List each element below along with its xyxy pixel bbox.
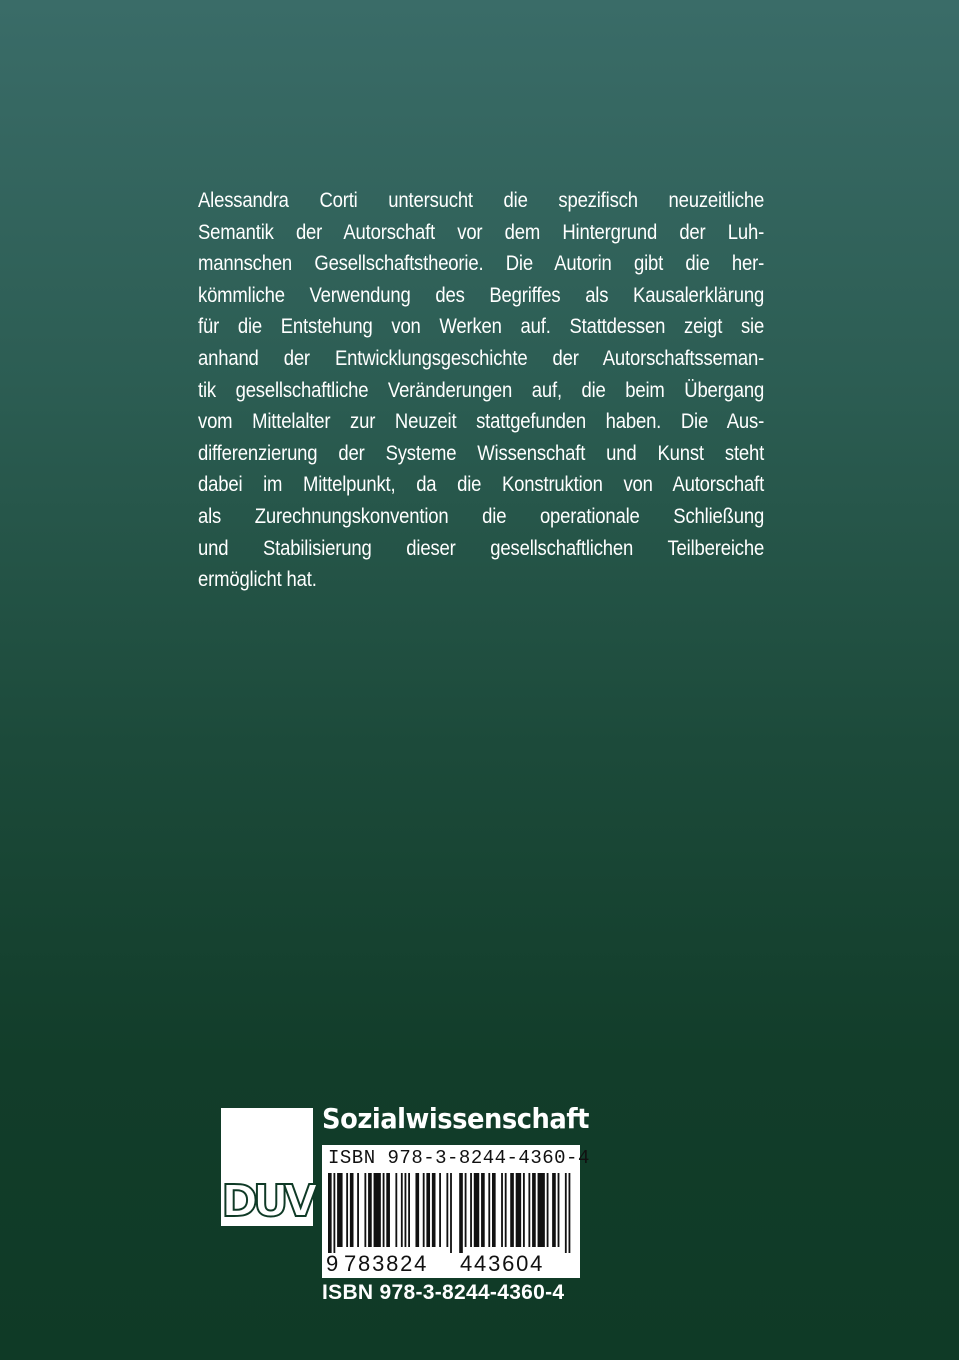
barcode-bar <box>558 1173 560 1247</box>
barcode-bar <box>532 1173 536 1247</box>
barcode-bar <box>357 1173 359 1247</box>
isbn-number: ISBN 978-3-8244-4360-4 <box>322 1281 565 1304</box>
barcode-bar <box>386 1173 390 1247</box>
barcode-bar <box>368 1173 372 1247</box>
blurb-line: kömmliche Verwendung des Begriffes als Kausalerklärung <box>198 282 765 307</box>
publisher-logo <box>218 1108 316 1228</box>
ean-left-group: 783824 <box>344 1251 429 1276</box>
blurb-line: und Stabilisierung dieser gesellschaftlichen Teilbereiche <box>198 535 765 560</box>
back-cover-blurb <box>198 185 764 596</box>
barcode-bar <box>395 1173 397 1247</box>
barcode-bar <box>465 1173 467 1247</box>
barcode-bar <box>552 1173 556 1247</box>
blurb-line: für die Entstehung von Werken auf. Stattdessen zeigt sie <box>198 314 765 339</box>
barcode-bar <box>510 1173 514 1247</box>
barcode-bars <box>328 1173 574 1253</box>
barcode-bar <box>401 1173 403 1247</box>
blurb-line: Semantik der Autorschaft vor dem Hintergrund der Luh- <box>198 219 765 244</box>
barcode-bar <box>364 1173 366 1247</box>
logo-text: DUV <box>221 1176 313 1227</box>
blurb-line: vom Mittelalter zur Neuzeit stattgefunden haben. Die Aus- <box>198 409 765 434</box>
blurb-line: als Zurechnungskonvention die operationale Schließung <box>198 503 765 528</box>
barcode-bar <box>337 1173 342 1247</box>
barcode-bar <box>415 1173 419 1247</box>
barcode-bar <box>328 1173 332 1253</box>
barcode-bar <box>439 1173 441 1247</box>
barcode-bar <box>383 1173 385 1247</box>
ean-first-digit: 9 <box>326 1251 339 1276</box>
barcode-bar <box>516 1173 521 1247</box>
barcode-bar <box>481 1173 485 1247</box>
barcode-bar <box>346 1173 348 1247</box>
barcode-bar <box>423 1173 425 1247</box>
blurb-line: dabei im Mittelpunkt, da die Konstruktion von Autorschaft <box>198 472 765 497</box>
barcode-bar <box>374 1173 381 1247</box>
barcode-bar <box>492 1173 496 1247</box>
barcode-bar <box>450 1173 452 1253</box>
barcode-bar <box>569 1173 571 1253</box>
blurb-line: anhand der Entwicklungsgeschichte der Autorschaftsseman- <box>198 345 765 370</box>
barcode-bar <box>474 1173 479 1247</box>
barcode-bar <box>505 1173 507 1247</box>
barcode-bar <box>408 1173 410 1247</box>
blurb-line: ermöglicht hat. <box>198 567 317 592</box>
barcode-digits <box>322 1251 580 1277</box>
barcode-bar <box>547 1173 549 1247</box>
barcode <box>322 1145 590 1278</box>
barcode-bar <box>333 1173 335 1253</box>
barcode-bar <box>501 1173 503 1247</box>
blurb-line: Alessandra Corti untersucht die spezifisch neuzeitliche <box>198 188 765 212</box>
barcode-bar <box>459 1173 463 1253</box>
barcode-isbn-label: ISBN 978-3-8244-4360-4 <box>328 1147 590 1169</box>
blurb-line: mannschen Gesellschaftstheorie. Die Autorin gibt die her- <box>198 251 765 276</box>
barcode-bar <box>446 1173 448 1247</box>
barcode-bar <box>538 1173 545 1247</box>
blurb-line: tik gesellschaftliche Veränderungen auf, die beim Übergang <box>198 377 765 402</box>
barcode-bar <box>350 1173 354 1247</box>
barcode-bar <box>426 1173 430 1247</box>
barcode-bar <box>528 1173 530 1247</box>
blurb-line: differenzierung der Systeme Wissenschaft und Kunst steht <box>198 440 765 465</box>
barcode-bar <box>432 1173 436 1247</box>
ean-right-group: 443604 <box>460 1251 545 1276</box>
barcode-bar <box>470 1173 472 1247</box>
barcode-bar <box>488 1173 490 1247</box>
barcode-bar <box>405 1173 407 1247</box>
barcode-bar <box>565 1173 567 1253</box>
series-title: Sozialwissenschaft <box>322 1102 589 1135</box>
barcode-bar <box>523 1173 525 1247</box>
